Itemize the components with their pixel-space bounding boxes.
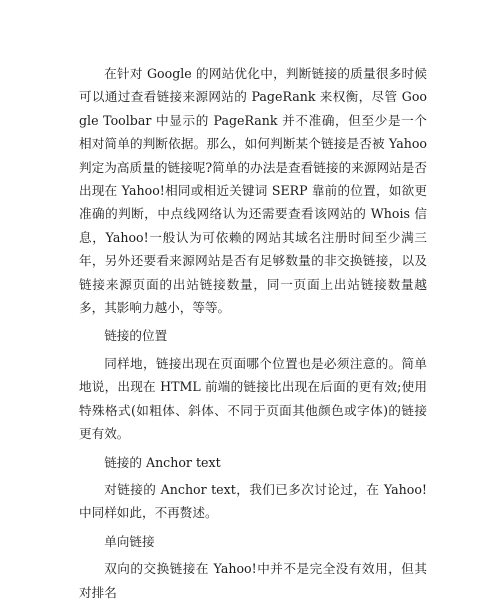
paragraph-anchor-text: 对链接的 Anchor text，我们已多次讨论过，在 Yahoo!中同样如此，不再赘述。: [79, 481, 427, 521]
heading-one-way-links: 单向链接: [104, 533, 155, 549]
heading-link-position: 链接的位置: [104, 328, 168, 344]
paragraph-one-way-links: 双向的交换链接在 Yahoo!中并不是完全没有效用，但其对排名: [79, 561, 427, 600]
document-page: [79, 62, 427, 604]
heading-anchor-text: 链接的 Anchor text: [104, 454, 221, 470]
paragraph-link-position: 同样地，链接出现在页面哪个位置也是必须注意的。简单地说，出现在 HTML 前端的链接比出现在后面的更有效;使用特殊格式(如粗体、斜体、不同于页面其他颜色或字体)的链接更有效。: [79, 355, 427, 442]
paragraph-link-quality: 在针对 Google 的网站优化中，判断链接的质量很多时候可以通过查看链接来源网站的 PageRank 来权衡，尽管 Google Toolbar 中显示的 PageRank 并不准确，但至少是一个相对简单的判断依据。那么，如何判断某个链接是否被 Yahoo 判定为高质量的链接呢?简单的办法是查看链接的来源网站是否出现在 Yahoo!相同或相近关键词 SERP 靠前的位置，如欲更准确的判断，中点线网络认为还需要查看该网站的 Whois 信息，Yahoo!一般认为可依赖的网站其域名注册时间至少满三年，另外还要看来源网站是否有足够数量的非交换链接，以及链接来源页面的出站链接数量，同一页面上出站链接数量越多，其影响力越小，等等。: [79, 66, 427, 316]
